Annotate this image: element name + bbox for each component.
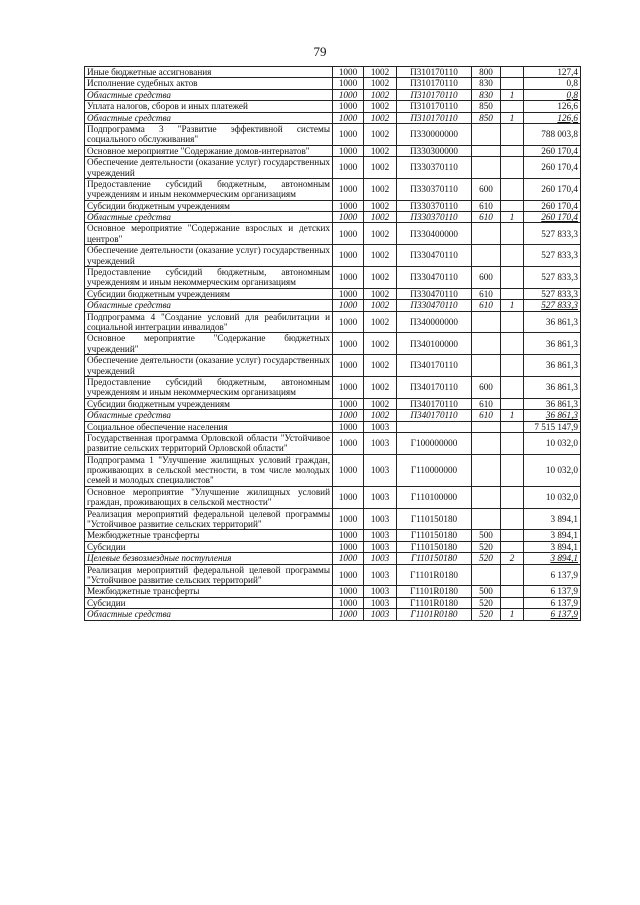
row-name: Подпрограмма 4 "Создание условий для реабилитации и социальной интеграции инвалидов" [85, 311, 333, 333]
row-subsection: 1002 [364, 200, 397, 211]
row-name: Предоставление субсидий бюджетным, автономным учреждениям и иным некоммерческим организациям [85, 376, 333, 398]
row-subsection: 1002 [364, 101, 397, 112]
row-expense-type: 830 [472, 78, 501, 89]
row-target-article: Г1101R0180 [397, 586, 472, 597]
row-expense-type [472, 421, 501, 432]
row-subsection: 1002 [364, 300, 397, 311]
row-target-article: Г1101R0180 [397, 597, 472, 608]
row-source [501, 101, 524, 112]
row-section: 1000 [333, 530, 364, 541]
row-amount: 10 032,0 [524, 454, 581, 486]
table-row [85, 609, 581, 620]
row-name: Обеспечение деятельности (оказание услуг) государственных учреждений [85, 355, 333, 377]
row-section: 1000 [333, 288, 364, 299]
row-amount: 527 833,3 [524, 300, 581, 311]
row-source [501, 223, 524, 245]
row-amount: 6 137,9 [524, 564, 581, 586]
page-number: 79 [313, 44, 327, 59]
row-name: Предоставление субсидий бюджетным, автономным учреждениям и иным некоммерческим организациям [85, 267, 333, 289]
row-amount: 527 833,3 [524, 223, 581, 245]
row-source [501, 454, 524, 486]
row-name: Основное мероприятие "Содержание взрослых и детских центров" [85, 223, 333, 245]
row-target-article: П330470110 [397, 267, 472, 289]
row-target-article: Г110100000 [397, 486, 472, 508]
row-name: Областные средства [85, 89, 333, 100]
row-expense-type: 610 [472, 300, 501, 311]
table-row [85, 376, 581, 398]
row-target-article: Г1101R0180 [397, 564, 472, 586]
row-source: 1 [501, 609, 524, 620]
row-name: Областные средства [85, 112, 333, 123]
row-name: Областные средства [85, 609, 333, 620]
row-section: 1000 [333, 78, 364, 89]
row-amount: 0,8 [524, 78, 581, 89]
row-target-article: П330370110 [397, 178, 472, 200]
row-source [501, 267, 524, 289]
table-row [85, 597, 581, 608]
table-row [85, 300, 581, 311]
row-target-article: Г1101R0180 [397, 609, 472, 620]
row-section: 1000 [333, 267, 364, 289]
row-section: 1000 [333, 508, 364, 530]
row-target-article: Г100000000 [397, 432, 472, 454]
table-row [85, 564, 581, 586]
row-amount: 3 894,1 [524, 553, 581, 564]
row-expense-type: 600 [472, 267, 501, 289]
row-source [501, 586, 524, 597]
row-subsection: 1002 [364, 398, 397, 409]
row-source: 1 [501, 89, 524, 100]
row-amount: 527 833,3 [524, 245, 581, 267]
row-expense-type: 610 [472, 200, 501, 211]
row-section: 1000 [333, 586, 364, 597]
row-section: 1000 [333, 112, 364, 123]
row-amount: 6 137,9 [524, 597, 581, 608]
row-section: 1000 [333, 67, 364, 78]
row-amount: 36 861,3 [524, 333, 581, 355]
row-subsection: 1002 [364, 267, 397, 289]
row-subsection: 1002 [364, 89, 397, 100]
row-amount: 6 137,9 [524, 609, 581, 620]
row-amount: 3 894,1 [524, 530, 581, 541]
table-row [85, 145, 581, 156]
row-amount: 36 861,3 [524, 398, 581, 409]
row-section: 1000 [333, 123, 364, 145]
row-expense-type [472, 486, 501, 508]
row-source [501, 421, 524, 432]
row-name: Реализация мероприятий федеральной целевой программы "Устойчивое развитие сельских территорий" [85, 564, 333, 586]
row-subsection: 1002 [364, 223, 397, 245]
table-row [85, 553, 581, 564]
row-section: 1000 [333, 553, 364, 564]
row-expense-type: 500 [472, 586, 501, 597]
row-section: 1000 [333, 300, 364, 311]
row-name: Основное мероприятие "Содержание домов-интернатов" [85, 145, 333, 156]
row-subsection: 1003 [364, 454, 397, 486]
row-name: Подпрограмма 1 "Улучшение жилищных условий граждан, проживающих в сельской местности, в том числе молодых семей и молодых специалистов" [85, 454, 333, 486]
table-row [85, 508, 581, 530]
table-row [85, 355, 581, 377]
row-expense-type [472, 355, 501, 377]
table-row [85, 288, 581, 299]
row-subsection: 1003 [364, 508, 397, 530]
row-name: Областные средства [85, 300, 333, 311]
table-row [85, 223, 581, 245]
row-amount: 3 894,1 [524, 541, 581, 552]
row-source [501, 288, 524, 299]
table-row [85, 157, 581, 179]
row-subsection: 1002 [364, 67, 397, 78]
row-name: Предоставление субсидий бюджетным, автономным учреждениям и иным некоммерческим организациям [85, 178, 333, 200]
budget-table [84, 66, 581, 621]
row-section: 1000 [333, 157, 364, 179]
table-row [85, 89, 581, 100]
row-name: Основное мероприятие "Содержание бюджетных учреждений" [85, 333, 333, 355]
row-section: 1000 [333, 432, 364, 454]
row-source [501, 508, 524, 530]
row-name: Целевые безвозмездные поступления [85, 553, 333, 564]
row-section: 1000 [333, 486, 364, 508]
row-amount: 36 861,3 [524, 355, 581, 377]
row-name: Подпрограмма 3 "Развитие эффективной системы социального обслуживания" [85, 123, 333, 145]
row-target-article: П330370110 [397, 157, 472, 179]
row-section: 1000 [333, 609, 364, 620]
row-name: Иные бюджетные ассигнования [85, 67, 333, 78]
row-subsection: 1003 [364, 421, 397, 432]
row-section: 1000 [333, 200, 364, 211]
row-target-article: П340100000 [397, 333, 472, 355]
row-source [501, 597, 524, 608]
row-target-article: П330370110 [397, 212, 472, 223]
row-subsection: 1002 [364, 376, 397, 398]
row-name: Исполнение судебных актов [85, 78, 333, 89]
row-expense-type: 610 [472, 212, 501, 223]
row-amount: 0,8 [524, 89, 581, 100]
row-target-article: П330470110 [397, 300, 472, 311]
row-target-article: П330470110 [397, 245, 472, 267]
row-expense-type: 850 [472, 112, 501, 123]
row-subsection: 1002 [364, 78, 397, 89]
row-expense-type: 610 [472, 410, 501, 421]
row-amount: 527 833,3 [524, 267, 581, 289]
table-row [85, 212, 581, 223]
row-subsection: 1002 [364, 245, 397, 267]
row-target-article: Г110150180 [397, 508, 472, 530]
row-amount: 527 833,3 [524, 288, 581, 299]
row-expense-type [472, 333, 501, 355]
row-section: 1000 [333, 541, 364, 552]
row-expense-type [472, 564, 501, 586]
row-target-article: П340000000 [397, 311, 472, 333]
row-expense-type: 830 [472, 89, 501, 100]
row-expense-type [472, 432, 501, 454]
row-subsection: 1002 [364, 178, 397, 200]
table-row [85, 67, 581, 78]
row-section: 1000 [333, 311, 364, 333]
row-subsection: 1003 [364, 530, 397, 541]
row-name: Обеспечение деятельности (оказание услуг) государственных учреждений [85, 245, 333, 267]
row-name: Субсидии [85, 541, 333, 552]
row-subsection: 1003 [364, 564, 397, 586]
row-subsection: 1002 [364, 355, 397, 377]
row-amount: 3 894,1 [524, 508, 581, 530]
table-row [85, 78, 581, 89]
row-name: Межбюджетные трансферты [85, 586, 333, 597]
row-source [501, 78, 524, 89]
row-expense-type: 800 [472, 67, 501, 78]
table-row [85, 101, 581, 112]
table-row [85, 421, 581, 432]
table-row [85, 123, 581, 145]
row-name: Областные средства [85, 212, 333, 223]
row-source [501, 398, 524, 409]
row-amount: 260 170,4 [524, 145, 581, 156]
table-row [85, 454, 581, 486]
row-section: 1000 [333, 145, 364, 156]
row-amount: 260 170,4 [524, 200, 581, 211]
row-source [501, 432, 524, 454]
row-expense-type: 610 [472, 288, 501, 299]
row-amount: 36 861,3 [524, 376, 581, 398]
row-section: 1000 [333, 212, 364, 223]
row-source [501, 200, 524, 211]
row-source [501, 541, 524, 552]
row-target-article: П340170110 [397, 410, 472, 421]
row-name: Субсидии бюджетным учреждениям [85, 288, 333, 299]
row-name: Реализация мероприятий федеральной целевой программы "Устойчивое развитие сельских территорий" [85, 508, 333, 530]
table-row [85, 333, 581, 355]
table-row [85, 586, 581, 597]
row-name: Межбюджетные трансферты [85, 530, 333, 541]
row-amount: 10 032,0 [524, 432, 581, 454]
row-target-article: П330300000 [397, 145, 472, 156]
row-source [501, 67, 524, 78]
row-section: 1000 [333, 564, 364, 586]
row-target-article: П330370110 [397, 200, 472, 211]
row-subsection: 1003 [364, 541, 397, 552]
row-amount: 36 861,3 [524, 311, 581, 333]
row-target-article [397, 421, 472, 432]
row-expense-type [472, 508, 501, 530]
row-target-article: П330400000 [397, 223, 472, 245]
row-expense-type: 500 [472, 530, 501, 541]
row-amount: 10 032,0 [524, 486, 581, 508]
row-section: 1000 [333, 398, 364, 409]
row-subsection: 1003 [364, 586, 397, 597]
table-row [85, 200, 581, 211]
row-target-article: П340170110 [397, 355, 472, 377]
row-source [501, 333, 524, 355]
row-subsection: 1002 [364, 410, 397, 421]
table-row [85, 410, 581, 421]
row-subsection: 1002 [364, 145, 397, 156]
row-name: Обеспечение деятельности (оказание услуг) государственных учреждений [85, 157, 333, 179]
row-expense-type [472, 311, 501, 333]
row-source [501, 123, 524, 145]
row-section: 1000 [333, 355, 364, 377]
row-expense-type [472, 454, 501, 486]
row-expense-type [472, 145, 501, 156]
row-source [501, 178, 524, 200]
row-section: 1000 [333, 454, 364, 486]
row-amount: 6 137,9 [524, 586, 581, 597]
row-source [501, 486, 524, 508]
row-amount: 260 170,4 [524, 157, 581, 179]
row-expense-type [472, 157, 501, 179]
row-subsection: 1003 [364, 486, 397, 508]
row-expense-type [472, 123, 501, 145]
row-name: Государственная программа Орловской области "Устойчивое развитие сельских территорий Орловской области" [85, 432, 333, 454]
row-expense-type: 520 [472, 597, 501, 608]
row-subsection: 1003 [364, 553, 397, 564]
row-source: 2 [501, 553, 524, 564]
row-target-article: П340170110 [397, 398, 472, 409]
row-source [501, 530, 524, 541]
row-subsection: 1002 [364, 157, 397, 179]
table-row [85, 112, 581, 123]
row-target-article: П310170110 [397, 101, 472, 112]
row-expense-type: 850 [472, 101, 501, 112]
row-amount: 260 170,4 [524, 178, 581, 200]
row-subsection: 1002 [364, 311, 397, 333]
row-expense-type: 520 [472, 553, 501, 564]
row-expense-type [472, 223, 501, 245]
row-expense-type: 610 [472, 398, 501, 409]
row-section: 1000 [333, 223, 364, 245]
row-source [501, 145, 524, 156]
row-target-article: Г110000000 [397, 454, 472, 486]
row-amount: 126,6 [524, 101, 581, 112]
row-name: Уплата налогов, сборов и иных платежей [85, 101, 333, 112]
table-row [85, 541, 581, 552]
row-name: Социальное обеспечение населения [85, 421, 333, 432]
row-source [501, 564, 524, 586]
row-subsection: 1002 [364, 123, 397, 145]
row-target-article: П330470110 [397, 288, 472, 299]
row-source [501, 311, 524, 333]
row-name: Субсидии [85, 597, 333, 608]
row-expense-type: 520 [472, 609, 501, 620]
table-row [85, 178, 581, 200]
row-target-article: П310170110 [397, 89, 472, 100]
table-row [85, 245, 581, 267]
row-section: 1000 [333, 376, 364, 398]
row-subsection: 1002 [364, 212, 397, 223]
row-amount: 7 515 147,9 [524, 421, 581, 432]
row-target-article: Г110150180 [397, 553, 472, 564]
row-subsection: 1003 [364, 609, 397, 620]
row-target-article: П310170110 [397, 67, 472, 78]
row-source: 1 [501, 112, 524, 123]
row-section: 1000 [333, 245, 364, 267]
row-source: 1 [501, 212, 524, 223]
row-amount: 260 170,4 [524, 212, 581, 223]
row-amount: 788 003,8 [524, 123, 581, 145]
row-source [501, 245, 524, 267]
row-expense-type: 520 [472, 541, 501, 552]
row-target-article: П310170110 [397, 78, 472, 89]
row-source: 1 [501, 410, 524, 421]
row-section: 1000 [333, 421, 364, 432]
row-subsection: 1002 [364, 288, 397, 299]
row-name: Субсидии бюджетным учреждениям [85, 398, 333, 409]
row-section: 1000 [333, 333, 364, 355]
table-row [85, 267, 581, 289]
row-amount: 36 861,3 [524, 410, 581, 421]
table-row [85, 398, 581, 409]
row-target-article: П330000000 [397, 123, 472, 145]
row-section: 1000 [333, 410, 364, 421]
row-section: 1000 [333, 89, 364, 100]
row-subsection: 1003 [364, 597, 397, 608]
row-amount: 127,4 [524, 67, 581, 78]
row-source [501, 157, 524, 179]
row-expense-type [472, 245, 501, 267]
row-target-article: Г110150180 [397, 541, 472, 552]
table-row [85, 486, 581, 508]
row-source: 1 [501, 300, 524, 311]
table-row [85, 432, 581, 454]
row-subsection: 1002 [364, 333, 397, 355]
row-expense-type: 600 [472, 178, 501, 200]
row-section: 1000 [333, 597, 364, 608]
row-subsection: 1002 [364, 112, 397, 123]
row-source [501, 355, 524, 377]
row-amount: 126,6 [524, 112, 581, 123]
table-row [85, 311, 581, 333]
row-subsection: 1003 [364, 432, 397, 454]
row-name: Областные средства [85, 410, 333, 421]
row-name: Основное мероприятие "Улучшение жилищных условий граждан, проживающих в сельской местности" [85, 486, 333, 508]
row-target-article: П310170110 [397, 112, 472, 123]
row-target-article: Г110150180 [397, 530, 472, 541]
row-name: Субсидии бюджетным учреждениям [85, 200, 333, 211]
row-source [501, 376, 524, 398]
row-target-article: П340170110 [397, 376, 472, 398]
row-expense-type: 600 [472, 376, 501, 398]
table-row [85, 530, 581, 541]
row-section: 1000 [333, 178, 364, 200]
row-section: 1000 [333, 101, 364, 112]
